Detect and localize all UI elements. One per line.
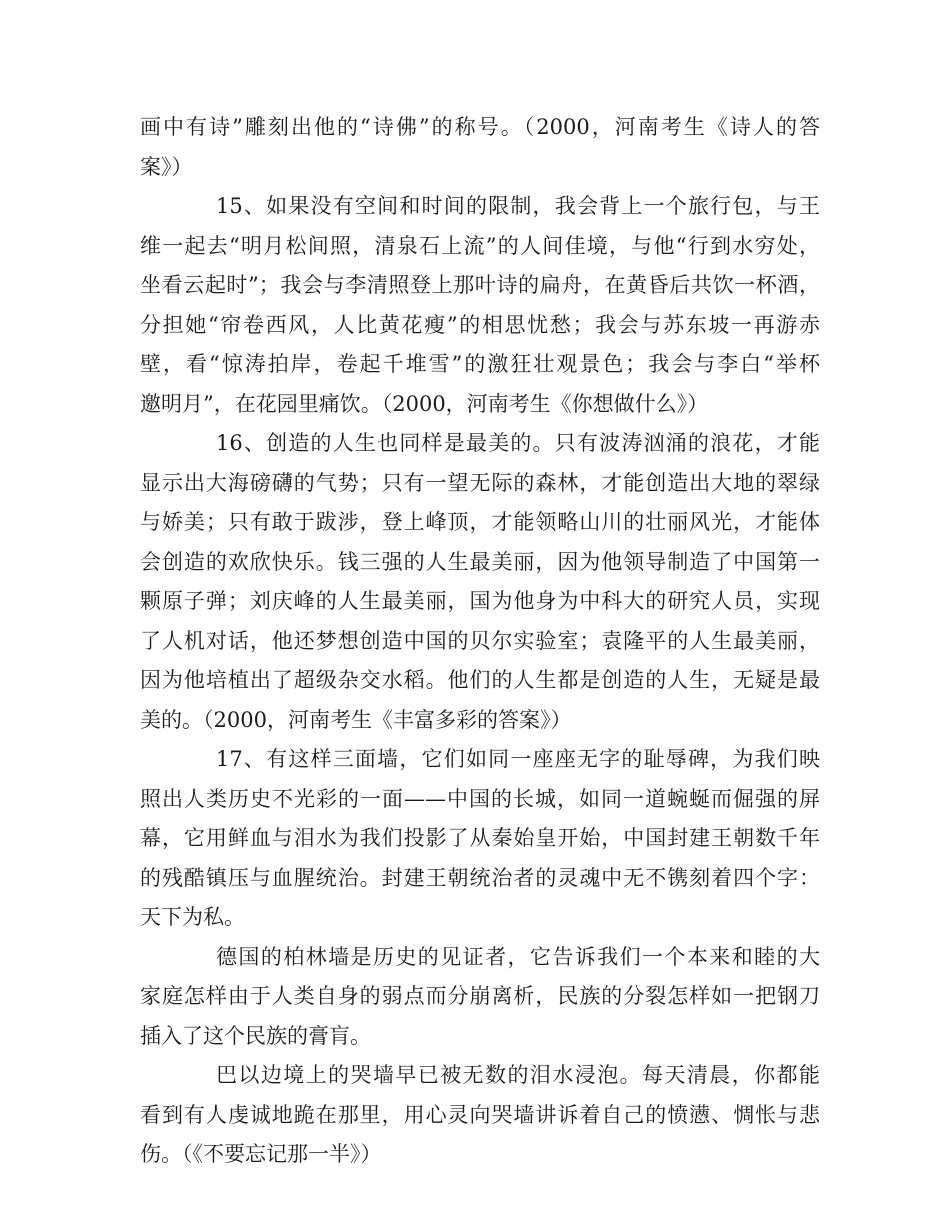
text-line: 巴以边境上的哭墙早已被无数的泪水浸泡。每天清晨，你都能: [216, 1063, 820, 1087]
text-line: 案》）: [140, 154, 193, 179]
text-line: 壁，看“惊涛拍岸，卷起千堆雪”的激狂壮观景色；我会与李白“举杯: [140, 352, 820, 376]
text-line: 17、有这样三面墙，它们如同一座座无字的耻辱碑，为我们映: [216, 747, 820, 771]
text-line: 德国的柏林墙是历史的见证者，它告诉我们一个本来和睦的大: [216, 944, 820, 969]
text-line: 插入了这个民族的膏肓。: [140, 1023, 371, 1048]
text-line: 邀明月”，在花园里痛饮。（2000，河南考生《你想做什么》）: [140, 391, 709, 416]
text-line: 照出人类历史不光彩的一面——中国的长城，如同一道蜿蜒而倔强的屏: [140, 786, 820, 811]
paragraph: [140, 424, 820, 740]
text-line: 分担她“帘卷西风，人比黄花瘦”的相思忧愁；我会与苏东坡一再游赤: [140, 312, 820, 337]
text-line: 幕，它用鲜血与泪水为我们投影了从秦始皇开始，中国封建王朝数千年: [140, 826, 820, 850]
paragraph: [140, 108, 820, 187]
text-line: 会创造的欢欣快乐。钱三强的人生最美丽，因为他领导制造了中国第一: [140, 549, 820, 574]
document-body: [140, 108, 820, 1175]
paragraph: [140, 938, 820, 1057]
text-line: 因为他培植出了超级杂交水稻。他们的人生都是创造的人生，无疑是最: [140, 668, 820, 692]
text-line: 颗原子弹；刘庆峰的人生最美丽，国为他身为中科大的研究人员，实现: [140, 589, 820, 613]
text-line: 画中有诗”雕刻出他的“诗佛”的称号。（2000，河南考生《诗人的答: [140, 115, 820, 139]
text-line: 天下为私。: [140, 905, 245, 929]
text-line: 家庭怎样由于人类自身的弱点而分崩离析，民族的分裂怎样如一把钢刀: [140, 984, 820, 1008]
text-line: 维一起去“明月松间照，清泉石上流”的人间佳境，与他“行到水穷处，: [140, 233, 820, 258]
paragraph: [140, 740, 820, 938]
text-line: 16、创造的人生也同样是最美的。只有波涛汹涌的浪花，才能: [216, 431, 820, 455]
paragraph: [140, 1056, 820, 1175]
text-line: 美的。（2000，河南考生《丰富多彩的答案》）: [140, 707, 572, 732]
text-line: 坐看云起时”；我会与李清照登上那叶诗的扁舟，在黄昏后共饮一杯酒，: [140, 273, 820, 297]
text-line: 15、如果没有空间和时间的限制，我会背上一个旅行包，与王: [216, 194, 820, 218]
text-line: 了人机对话，他还梦想创造中国的贝尔实验室；袁隆平的人生最美丽，: [140, 628, 820, 653]
text-line: 伤。（《不要忘记那一半》）: [140, 1142, 382, 1166]
paragraph: [140, 187, 820, 424]
text-line: 看到有人虔诚地跪在那里，用心灵向哭墙讲诉着自己的愤懑、惆怅与悲: [140, 1102, 820, 1127]
text-line: 显示出大海磅礴的气势；只有一望无际的森林，才能创造出大地的翠绿: [140, 470, 820, 495]
text-line: 与娇美；只有敢于跋涉，登上峰顶，才能领略山川的壮丽风光，才能体: [140, 510, 820, 534]
text-line: 的残酷镇压与血腥统治。封建王朝统治者的灵魂中无不镌刻着四个字：: [140, 865, 820, 890]
